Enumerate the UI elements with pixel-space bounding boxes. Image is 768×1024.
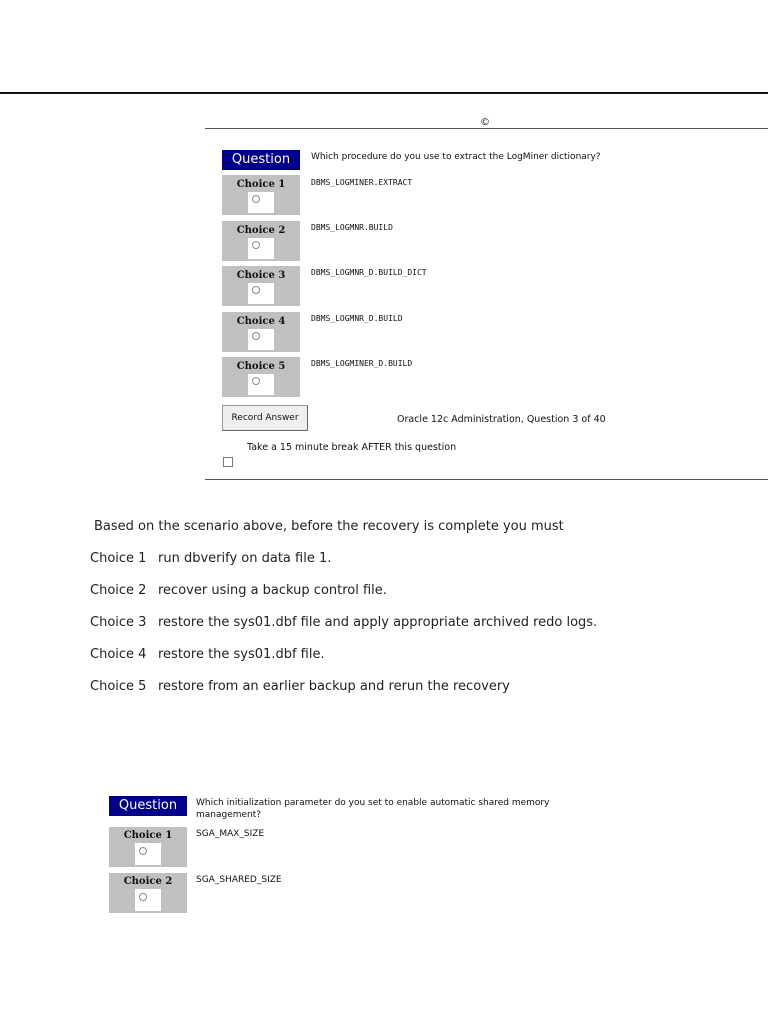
- scenario-prompt: Based on the scenario above, before the recovery is complete you must: [94, 519, 564, 534]
- scenario-choice-2-text: recover using a backup control file.: [158, 583, 387, 598]
- choice-5-radio-cell: [248, 374, 274, 395]
- choice-5-label: Choice 5: [236, 361, 286, 372]
- choice-5-value: DBMS_LOGMINER_D.BUILD: [311, 359, 413, 368]
- question-progress: Oracle 12c Administration, Question 3 of 40: [397, 414, 606, 425]
- choice-2-radio-cell: [248, 238, 274, 259]
- q2-choice-2-box: [109, 873, 187, 913]
- choice-2-label: Choice 2: [236, 225, 286, 236]
- scenario-choice-4-text: restore the sys01.dbf file.: [158, 647, 325, 662]
- choice-2-box: [222, 221, 300, 261]
- choice-1-box: [222, 175, 300, 215]
- choice-2-radio[interactable]: [252, 241, 260, 249]
- question-2-text-line-2: management?: [196, 810, 262, 820]
- scenario-choice-3-text: restore the sys01.dbf file and apply appropriate archived redo logs.: [158, 615, 598, 630]
- choice-2-value: DBMS_LOGMNR.BUILD: [311, 223, 393, 232]
- scenario-choice-5-text: restore from an earlier backup and rerun the recovery: [158, 679, 510, 694]
- choice-4-radio-cell: [248, 329, 274, 350]
- question-text: Which procedure do you use to extract the LogMiner dictionary?: [311, 152, 601, 162]
- choice-3-box: [222, 266, 300, 306]
- q2-choice-2-value: SGA_SHARED_SIZE: [196, 875, 282, 885]
- record-answer-button[interactable]: Record Answer: [222, 405, 308, 431]
- break-label: Take a 15 minute break AFTER this question: [247, 442, 457, 453]
- q2-choice-1-box: [109, 827, 187, 867]
- scenario-choice-1-label: Choice 1: [90, 551, 147, 566]
- choice-5-box: [222, 357, 300, 397]
- choice-5-radio[interactable]: [252, 377, 260, 385]
- scenario-choice-1-text: run dbverify on data file 1.: [158, 551, 332, 566]
- scenario-choice-3-label: Choice 3: [90, 615, 147, 630]
- q2-choice-2-label: Choice 2: [123, 876, 173, 887]
- q2-choice-2-radio[interactable]: [139, 893, 147, 901]
- choice-1-label: Choice 1: [236, 179, 286, 190]
- scenario-choice-4: [90, 647, 325, 662]
- question-2-text-line-1: Which initialization parameter do you set to enable automatic shared memory: [196, 798, 550, 808]
- choice-1-radio[interactable]: [252, 195, 260, 203]
- choice-3-radio-cell: [248, 283, 274, 304]
- scenario-choice-3: [90, 615, 597, 630]
- q2-choice-1-radio[interactable]: [139, 847, 147, 855]
- q2-choice-1-value: SGA_MAX_SIZE: [196, 829, 265, 839]
- scenario-choice-5-label: Choice 5: [90, 679, 147, 694]
- break-checkbox[interactable]: [223, 457, 233, 467]
- choice-4-radio[interactable]: [252, 332, 260, 340]
- section-divider-bottom: [205, 479, 768, 480]
- choice-3-value: DBMS_LOGMNR_D.BUILD_DICT: [311, 268, 427, 277]
- choice-4-box: [222, 312, 300, 352]
- scenario-choice-2: [90, 583, 387, 598]
- question-2-badge: Question: [109, 796, 187, 816]
- choice-1-value: DBMS_LOGMINER.EXTRACT: [311, 178, 413, 187]
- scenario-choice-4-label: Choice 4: [90, 647, 147, 662]
- section-divider-top: [205, 128, 768, 129]
- choice-4-value: DBMS_LOGMNR_D.BUILD: [311, 314, 403, 323]
- choice-3-label: Choice 3: [236, 270, 286, 281]
- scenario-choice-5: [90, 679, 510, 694]
- choice-1-radio-cell: [248, 192, 274, 213]
- question-badge: Question: [222, 150, 300, 170]
- q2-choice-2-radio-cell: [135, 889, 161, 911]
- q2-choice-1-label: Choice 1: [123, 830, 173, 841]
- copyright-symbol: ©: [480, 117, 490, 128]
- q2-choice-1-radio-cell: [135, 843, 161, 865]
- choice-4-label: Choice 4: [236, 316, 286, 327]
- top-divider: [0, 92, 768, 94]
- scenario-choice-2-label: Choice 2: [90, 583, 147, 598]
- scenario-choice-1: [90, 551, 331, 566]
- choice-3-radio[interactable]: [252, 286, 260, 294]
